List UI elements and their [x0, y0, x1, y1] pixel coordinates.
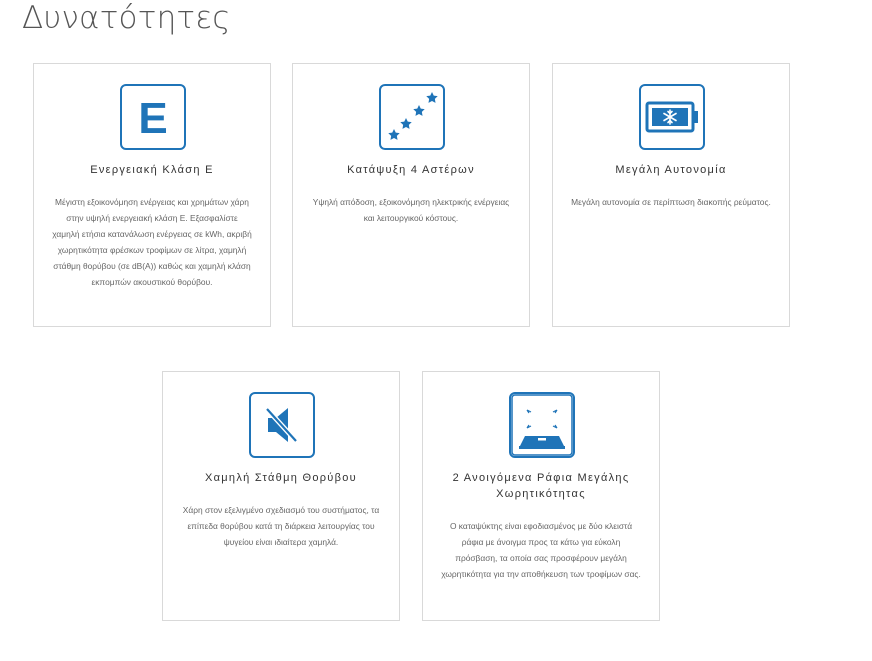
feature-title: Χαμηλή Στάθμη Θορύβου	[205, 472, 357, 484]
feature-card-four-star-freezing	[292, 63, 530, 327]
four-star-freezing-icon	[379, 84, 445, 150]
feature-description: Υψηλή απόδοση, εξοικονόμηση ηλεκτρικής ενέργειας και λειτουργικού κόστους.	[312, 197, 510, 223]
feature-card-long-autonomy	[552, 63, 790, 327]
feature-description: Μέγιστη εξοικονόμηση ενέργειας και χρημάτων χάρη στην υψηλή ενεργειακή κλάση Ε. Εξασφαλίστε χαμηλή ετήσια κατανάλωση ενέργειας σε kWh, ακριβή χωρητικότητα φρέσκων τροφίμων σε λίτρα, χαμηλή στάθμη θορύβου (σε dB(A)) καθώς και χαμηλή κλάση εκπομπών ακουστικού θορύβου.	[52, 197, 252, 287]
energy-class-e-icon	[120, 84, 186, 150]
feature-title: Μεγάλη Αυτονομία	[615, 164, 727, 176]
mute-speaker-icon	[249, 392, 315, 458]
feature-description: Χάρη στον εξελιγμένο σχεδιασμό του συστήματος, τα επίπεδα θορύβου κατά τη διάρκεια λειτουργίας του ψυγείου είναι ιδιαίτερα χαμηλά.	[182, 505, 380, 547]
feature-description: Μεγάλη αυτονομία σε περίπτωση διακοπής ρεύματος.	[571, 197, 771, 207]
feature-title: 2 Ανοιγόμενα Ράφια Μεγάλης Χωρητικότητας	[452, 472, 630, 500]
feature-card-energy-class	[33, 63, 271, 327]
feature-card-tilting-shelves	[422, 371, 660, 621]
svg-text:E: E	[138, 94, 168, 143]
feature-title: Ενεργειακή Κλάση Ε	[90, 164, 214, 176]
battery-snowflake-icon	[639, 84, 705, 150]
tilting-shelves-icon	[509, 392, 575, 458]
feature-title: Κατάψυξη 4 Αστέρων	[347, 164, 475, 176]
page-title: Δυνατότητες	[22, 0, 231, 36]
feature-description: Ο καταψύκτης είναι εφοδιασμένος με δύο κλειστά ράφια με άνοιγμα προς τα κάτω για εύκολη πρόσβαση, τα οποία σας προσφέρουν μεγάλη χωρητικότητα για την αποθήκευση των τροφίμων σας.	[441, 521, 641, 579]
feature-card-low-noise	[162, 371, 400, 621]
